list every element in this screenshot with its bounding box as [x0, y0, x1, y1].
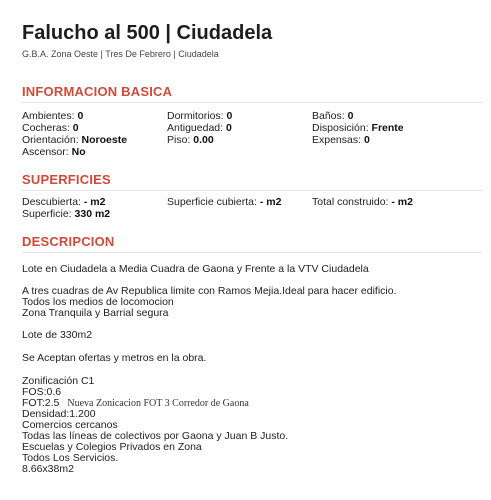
description-line: Lote en Ciudadela a Media Cuadra de Gaona y Frente a la VTV Ciudadela: [22, 263, 369, 275]
description-line: Todos Los Servicios.: [22, 452, 119, 464]
description-line: FOS:0.6: [22, 386, 62, 398]
description-line: Todas las líneas de colectivos por Gaona y Juan B Justo.: [22, 430, 289, 442]
field-superficie: Superficie: 330 m2: [22, 208, 111, 220]
breadcrumb: G.B.A. Zona Oeste | Tres De Febrero | Ciudadela: [22, 49, 219, 59]
field-total-construido: Total construido: - m2: [312, 196, 413, 208]
section-heading-description: DESCRIPCION: [22, 234, 115, 249]
description-line: Escuelas y Colegios Privados en Zona: [22, 441, 202, 453]
field-piso: Piso: 0.00: [167, 134, 214, 146]
field-superficie-cubierta: Superficie cubierta: - m2: [167, 196, 282, 208]
description-line: Todos los medios de locomocion: [22, 296, 174, 308]
description-line: Zonificación C1: [22, 375, 95, 387]
section-divider: [22, 252, 482, 253]
field-dormitorios: Dormitorios: 0: [167, 110, 233, 122]
section-divider: [22, 190, 482, 191]
description-line: 8.66x38m2: [22, 463, 74, 475]
description-line: Lote de 330m2: [22, 329, 93, 341]
field-ascensor: Ascensor: No: [22, 146, 86, 158]
description-line: FOT:2.5 Nueva Zonicacion FOT 3 Corredor de Gaona: [22, 397, 249, 409]
field-descubierta: Descubierta: - m2: [22, 196, 106, 208]
field-orientacion: Orientación: Noroeste: [22, 134, 128, 146]
page-title: Falucho al 500 | Ciudadela: [22, 22, 273, 44]
description-line: Densidad:1.200: [22, 408, 96, 420]
section-divider: [22, 102, 482, 103]
field-cocheras: Cocheras: 0: [22, 122, 79, 134]
description-note: Nueva Zonicacion FOT 3 Corredor de Gaona: [67, 398, 249, 409]
section-heading-basic: INFORMACION BASICA: [22, 84, 173, 99]
field-banos: Baños: 0: [312, 110, 354, 122]
description-line: Se Aceptan ofertas y metros en la obra.: [22, 352, 207, 364]
description-line: A tres cuadras de Av Republica limite con Ramos Mejia.Ideal para hacer edificio.: [22, 285, 397, 297]
field-ambientes: Ambientes: 0: [22, 110, 84, 122]
field-antiguedad: Antiguedad: 0: [167, 122, 232, 134]
description-line: Comercios cercanos: [22, 419, 118, 431]
field-disposicion: Disposición: Frente: [312, 122, 404, 134]
field-expensas: Expensas: 0: [312, 134, 370, 146]
section-heading-surfaces: SUPERFICIES: [22, 172, 111, 187]
description-line: Zona Tranquila y Barrial segura: [22, 307, 169, 319]
